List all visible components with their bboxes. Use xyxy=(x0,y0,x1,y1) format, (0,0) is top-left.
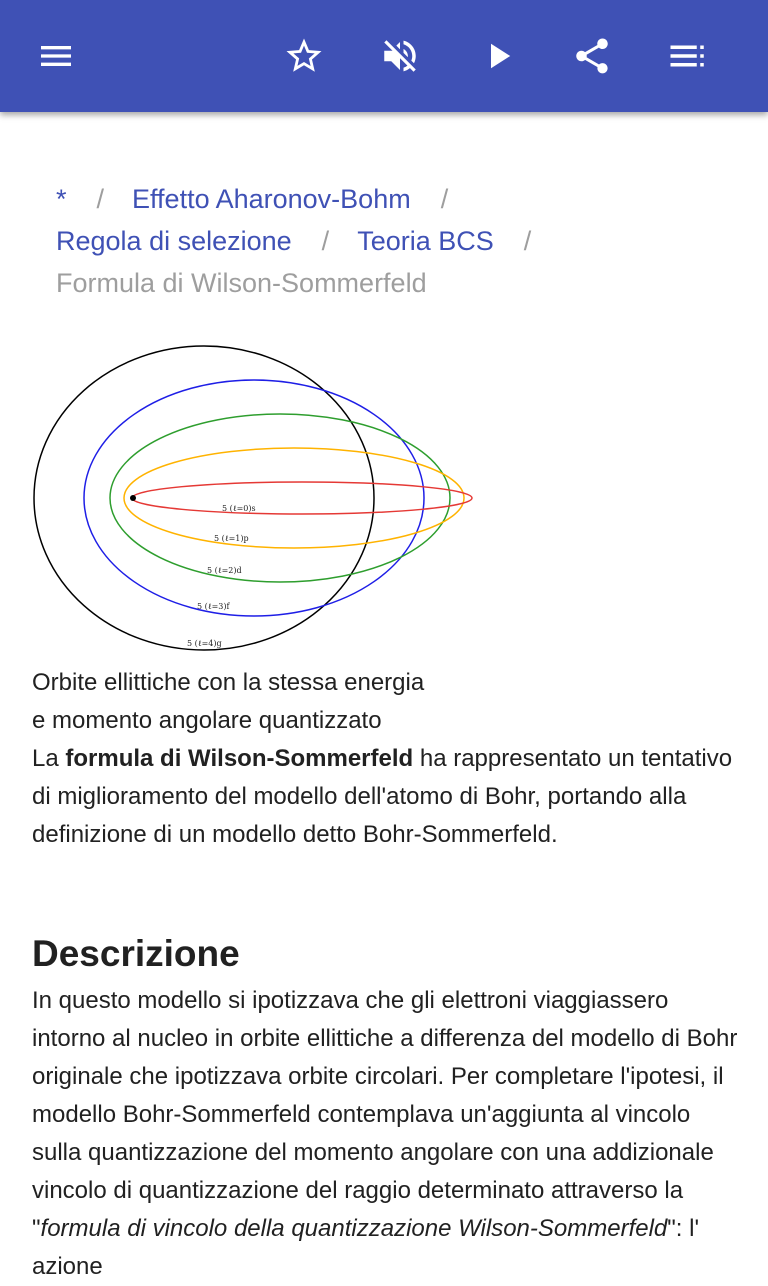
breadcrumb-link-teoria-bcs[interactable]: Teoria BCS xyxy=(357,226,494,256)
breadcrumb-link-home[interactable]: * xyxy=(56,184,67,214)
playlist-icon[interactable] xyxy=(660,28,716,84)
menu-icon[interactable] xyxy=(28,28,84,84)
orbit-label-d: 5 (ℓ=2)d xyxy=(207,566,242,575)
intro-bold: formula di Wilson-Sommerfeld xyxy=(65,745,414,772)
orbit-label-f: 5 (ℓ=3)f xyxy=(197,602,230,611)
caption-line: e momento angolare quantizzato xyxy=(32,707,382,734)
caption-line: Orbite ellittiche con la stessa energia xyxy=(32,669,425,696)
nucleus xyxy=(130,495,136,501)
breadcrumb-separator: / xyxy=(523,226,532,256)
breadcrumb-link-regola-selezione[interactable]: Regola di selezione xyxy=(56,226,292,256)
orbit-label-s: 5 (ℓ=0)s xyxy=(222,504,256,513)
section-text-end: ": l' azione xyxy=(32,1215,700,1280)
orbits-figure[interactable] xyxy=(32,338,480,656)
play-icon[interactable] xyxy=(470,28,526,84)
breadcrumb xyxy=(56,178,736,304)
section-text: In questo modello si ipotizzava che gli elettroni viaggiassero intorno al nucleo in orbite ellittiche a differenza del modello di Bohr originale che ipotizzava orbite circolari. Per completare l'ipotesi, il modello Bohr-Sommerfeld contemplava un'aggiunta al vincolo sulla quantizzazione del momento angolare con una addizionale vincolo di quantizzazione del raggio determinato attraverso la " xyxy=(32,987,738,1242)
orbit-s xyxy=(132,482,472,514)
section-paragraph xyxy=(32,982,744,1286)
volume-off-icon[interactable] xyxy=(372,28,428,84)
breadcrumb-link-aharonov-bohm[interactable]: Effetto Aharonov-Bohm xyxy=(132,184,411,214)
app-bar xyxy=(0,0,768,112)
breadcrumb-separator: / xyxy=(96,184,105,214)
intro-paragraph xyxy=(32,740,742,854)
orbit-label-p: 5 (ℓ=1)p xyxy=(214,534,249,543)
star-outline-icon[interactable] xyxy=(276,28,332,84)
section-italic: formula di vincolo della quantizzazione Wilson-Sommerfeld xyxy=(40,1215,668,1242)
figure-caption xyxy=(32,664,472,740)
section-heading: Descrizione xyxy=(32,933,240,974)
breadcrumb-separator: / xyxy=(440,184,449,214)
orbit-d xyxy=(110,414,450,582)
intro-suffix: ha rappresentato un tentativo di miglioramento del modello dell'atomo di Bohr, portando alla definizione di un modello detto Bohr-Sommerfeld. xyxy=(32,745,733,848)
intro-prefix: La xyxy=(32,745,66,772)
breadcrumb-current: Formula di Wilson-Sommerfeld xyxy=(56,268,427,298)
breadcrumb-separator: / xyxy=(321,226,330,256)
orbit-p xyxy=(124,448,464,548)
share-icon[interactable] xyxy=(564,28,620,84)
orbit-label-g: 5 (ℓ=4)g xyxy=(187,639,222,648)
